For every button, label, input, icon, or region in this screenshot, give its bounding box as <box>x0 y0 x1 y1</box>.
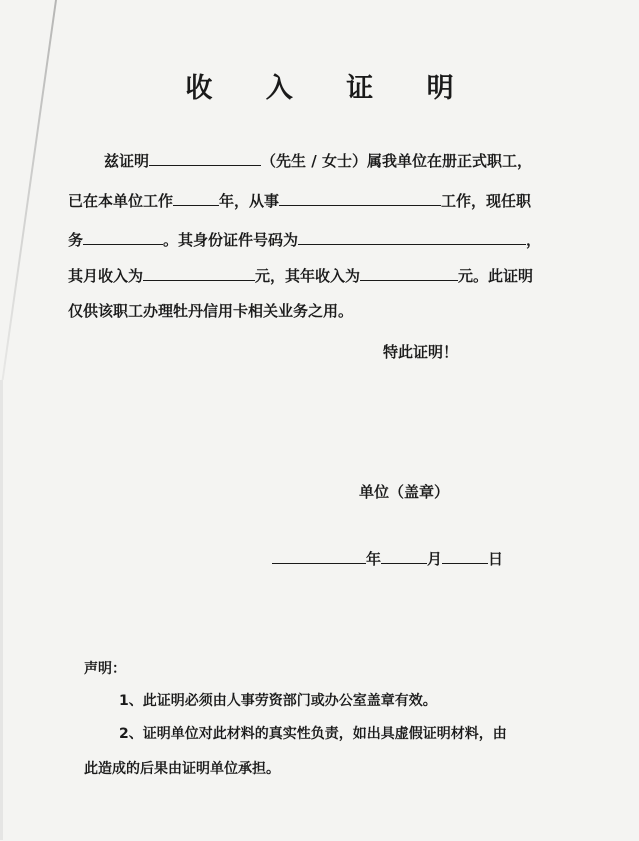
years-blank <box>173 191 219 206</box>
closing-text: 特此证明！ <box>383 343 459 361</box>
body-text: ， <box>526 231 542 249</box>
body-text: 兹证明 <box>104 152 150 170</box>
body-text: （先生 / 女士）属我单位在册正式职工， <box>261 152 532 170</box>
body-line-3 <box>68 230 541 250</box>
declaration-item-2: 2、证明单位对此材料的真实性负责，如出具虚假证明材料，由 <box>119 726 507 742</box>
paper-fold-line <box>2 0 57 380</box>
position-blank <box>83 230 163 245</box>
body-line-1 <box>104 151 532 171</box>
body-text: 。其身份证件号码为 <box>163 231 299 249</box>
day-label: 日 <box>488 550 504 568</box>
job-blank <box>279 191 441 206</box>
date-line <box>272 548 503 569</box>
day-blank <box>442 549 488 564</box>
body-line-2 <box>68 191 531 211</box>
declaration-title: 声明： <box>84 661 126 677</box>
body-text: 其月收入为 <box>68 267 144 285</box>
body-text: 元，其年收入为 <box>255 267 361 285</box>
name-blank <box>149 151 261 166</box>
year-blank <box>272 549 366 564</box>
document-title: 收 入 证 明 <box>185 73 476 104</box>
body-line-5: 仅供该职工办理牡丹信用卡相关业务之用。 <box>68 302 354 320</box>
annual-income-blank <box>360 266 458 281</box>
monthly-income-blank <box>143 266 255 281</box>
body-text: 务 <box>68 231 84 249</box>
paper-edge-shadow <box>0 380 3 840</box>
body-text: 年，从事 <box>219 192 280 210</box>
declaration-item-1: 1、此证明必须由人事劳资部门或办公室盖章有效。 <box>119 693 437 709</box>
month-blank <box>381 549 427 564</box>
year-label: 年 <box>366 550 382 568</box>
body-text: 元。此证明 <box>458 267 534 285</box>
body-text: 工作，现任职 <box>441 192 532 210</box>
body-line-4 <box>68 266 533 286</box>
declaration-item-2-cont: 此造成的后果由证明单位承担。 <box>84 761 280 777</box>
month-label: 月 <box>427 550 443 568</box>
body-text: 已在本单位工作 <box>68 192 174 210</box>
unit-seal-label: 单位（盖章） <box>359 483 450 501</box>
id-number-blank <box>298 230 526 245</box>
